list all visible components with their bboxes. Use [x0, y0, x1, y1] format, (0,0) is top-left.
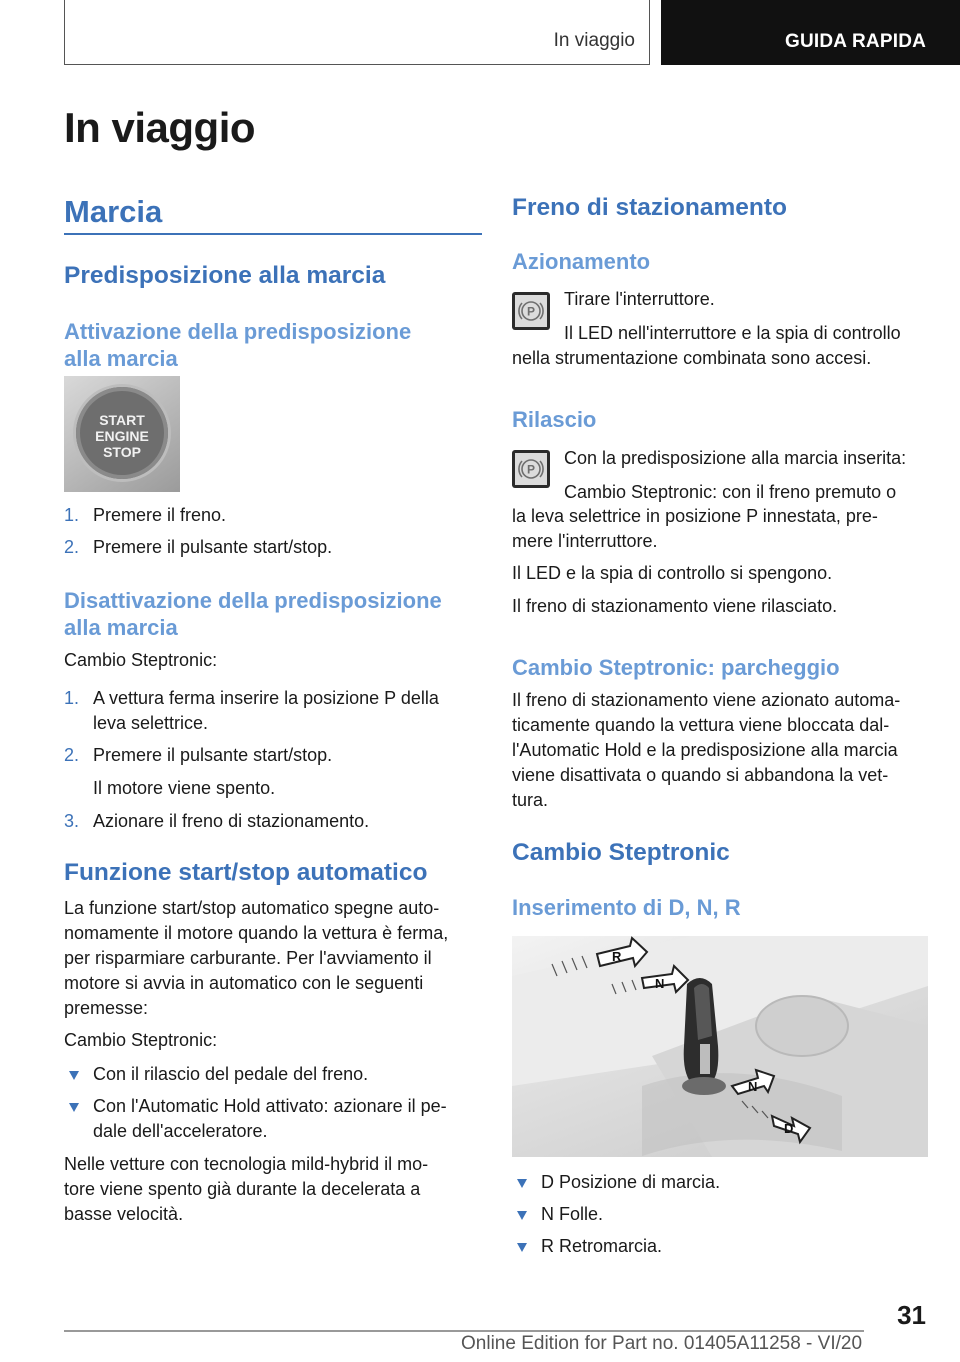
heading-disattivazione: Disattivazione della predisposizione alla marcia: [64, 588, 442, 640]
section-divider: [64, 233, 482, 235]
step-text: Premere il pulsante start/stop.: [93, 745, 333, 765]
start-button-text: START ENGINE STOP: [95, 412, 149, 460]
step-number: 1.: [64, 505, 80, 525]
disattivazione-intro: Cambio Steptronic:: [64, 650, 218, 670]
gear-label-r: R: [612, 949, 622, 964]
parcheggio-body: Il freno di stazionamento viene azionato automa- ticamente quando la vettura viene bloccata dal- l'Automatic Hold e la predisposizione alla marcia viene disattivata o quando si abbandona la vet- tura.: [512, 690, 901, 810]
rilascio-led-text: Il LED e la spia di controllo si spengono.: [512, 563, 833, 583]
autostop-note: Nelle vetture con tecnologia mild-hybrid il mo- tore viene spento già durante la decelerata a basse velocità.: [64, 1154, 429, 1224]
page-title: In viaggio: [64, 104, 256, 151]
heading-inserimento: Inserimento di D, N, R: [512, 895, 741, 920]
gear-label-d: D: [784, 1121, 794, 1136]
azionamento-text: Tirare l'interruttore. Il LED nell'interruttore e la spia di controllo: [564, 289, 901, 343]
step-number: 2.: [64, 745, 80, 765]
rilascio-text: Con la predisposizione alla marcia inserita: Cambio Steptronic: con il freno premuto o: [564, 448, 907, 502]
autostop-body: La funzione start/stop automatico spegne auto- nomamente il motore quando la vettura è ferma, per risparmiare carburante. Per l'avviamento il motore si avvia in automatico con le seguenti premesse:: [64, 898, 449, 1018]
header-tab-guida-rapida[interactable]: [661, 0, 960, 65]
heading-freno-stazionamento: Freno di stazionamento: [512, 194, 787, 221]
bullet-triangle-icon: [69, 1071, 79, 1080]
header-section-box: [64, 0, 650, 65]
bullet-text: R Retromarcia.: [541, 1236, 663, 1256]
header-tab-label: GUIDA RAPIDA: [785, 31, 927, 52]
page-number: 31: [897, 1300, 926, 1330]
step-number: 3.: [64, 811, 80, 831]
svg-text:P: P: [526, 304, 536, 319]
gear-label-n: N: [655, 976, 665, 991]
bullet-text: N Folle.: [541, 1204, 604, 1224]
bullet-text: Con il rilascio del pedale del freno.: [93, 1064, 369, 1084]
step-text: Premere il pulsante start/stop.: [93, 537, 333, 557]
bullet-text: D Posizione di marcia.: [541, 1172, 721, 1192]
azionamento-continued: nella strumentazione combinata sono accesi.: [512, 348, 872, 368]
bullet-text: Con l'Automatic Hold attivato: azionare il pe- dale dell'acceleratore.: [93, 1096, 447, 1141]
parking-brake-symbol-icon: [515, 453, 547, 485]
heading-funzione-start-stop: Funzione start/stop automatico: [64, 859, 428, 886]
step-text: Azionare il freno di stazionamento.: [93, 811, 370, 831]
rilascio-continued: la leva selettrice in posizione P innestata, pre- mere l'interruttore.: [512, 506, 878, 551]
autostop-intro: Cambio Steptronic:: [64, 1030, 218, 1050]
heading-attivazione: Attivazione della predisposizione alla marcia: [64, 319, 412, 371]
heading-rilascio: Rilascio: [512, 407, 597, 432]
parking-brake-switch-icon: [512, 292, 550, 330]
heading-parcheggio: Cambio Steptronic: parcheggio: [512, 655, 840, 680]
parking-brake-symbol-icon: [515, 295, 547, 327]
start-engine-stop-button-image: [64, 376, 180, 492]
step-text: Premere il freno.: [93, 505, 227, 525]
section-title-marcia: Marcia: [64, 194, 163, 229]
step-text: Il motore viene spento.: [93, 778, 276, 798]
bullet-triangle-icon: [517, 1179, 527, 1188]
step-number: 1.: [64, 688, 80, 708]
heading-azionamento: Azionamento: [512, 249, 651, 274]
header-section-label: In viaggio: [553, 30, 635, 51]
rilascio-brake-text: Il freno di stazionamento viene rilasciato.: [512, 596, 838, 616]
footer-edition-text: Online Edition for Part no. 01405A11258 - VI/20: [461, 1333, 863, 1354]
bullet-triangle-icon: [517, 1243, 527, 1252]
heading-predisposizione: Predisposizione alla marcia: [64, 262, 386, 289]
gear-selector-image: [512, 936, 928, 1157]
parking-brake-switch-icon: [512, 450, 550, 488]
heading-cambio-steptronic: Cambio Steptronic: [512, 839, 730, 866]
gear-selector-illustration: [512, 936, 928, 1157]
bullet-triangle-icon: [517, 1211, 527, 1220]
footer-divider: [64, 1330, 864, 1332]
svg-text:P: P: [526, 462, 536, 477]
step-number: 2.: [64, 537, 80, 557]
start-button-ring: [76, 387, 168, 479]
gear-label-n2: N: [748, 1079, 758, 1094]
bullet-triangle-icon: [69, 1103, 79, 1112]
step-text: A vettura ferma inserire la posizione P della leva selettrice.: [93, 688, 439, 733]
